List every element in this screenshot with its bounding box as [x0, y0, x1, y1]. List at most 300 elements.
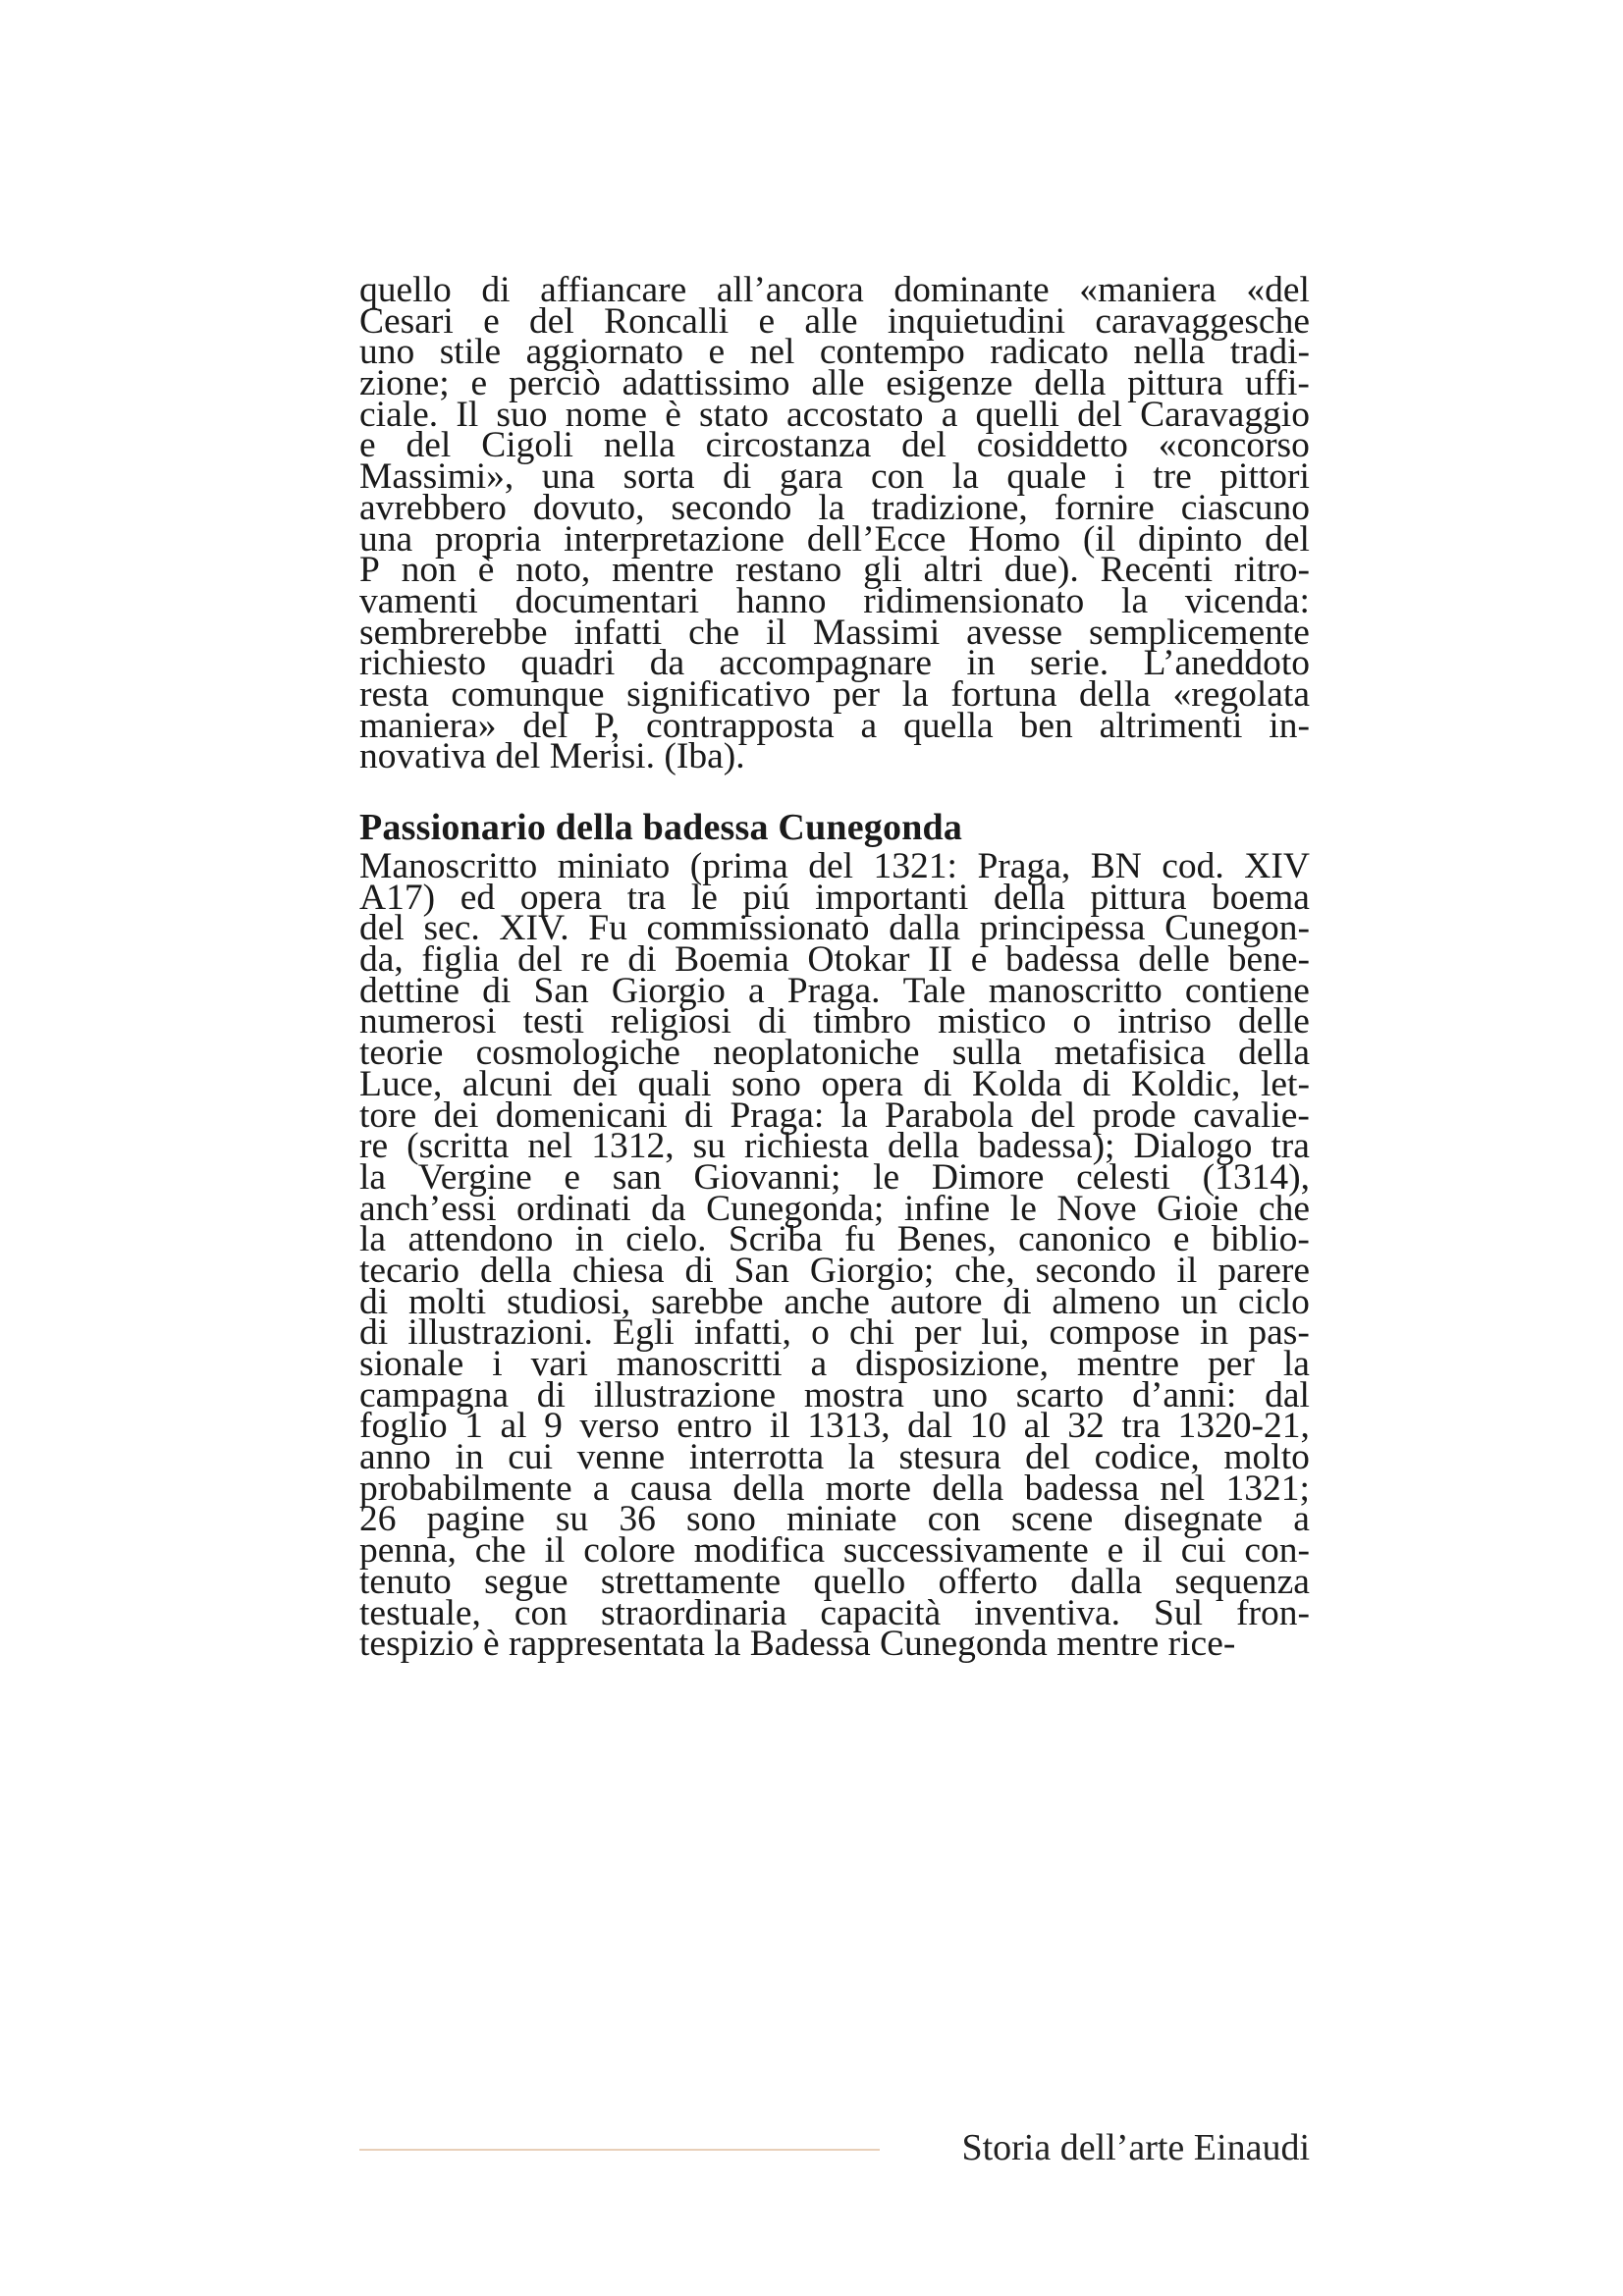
word: e	[708, 332, 726, 373]
word: miniato	[557, 846, 671, 886]
word: hanno	[735, 580, 827, 621]
word: 10	[969, 1406, 1007, 1447]
word: la	[1121, 580, 1149, 621]
word: re	[359, 1126, 389, 1167]
word: sionale	[359, 1344, 464, 1384]
word: la	[818, 487, 845, 528]
word: del	[1077, 394, 1122, 435]
word: avrebbero	[359, 487, 507, 528]
word: (il	[1082, 518, 1116, 560]
word: Dialogo	[1133, 1126, 1253, 1167]
word: accostato	[786, 394, 924, 435]
word: di	[359, 1281, 389, 1322]
word: caravaggesche	[1095, 300, 1310, 342]
word: del	[1025, 1437, 1070, 1478]
word: dettine	[359, 970, 460, 1011]
word: studiosi,	[507, 1281, 631, 1322]
word: Praga.	[786, 970, 881, 1011]
word: maniera»	[359, 705, 497, 746]
word: tecario	[359, 1250, 460, 1291]
word: BN	[1090, 846, 1142, 886]
word: testi	[522, 1001, 585, 1042]
word: cielo.	[625, 1219, 707, 1260]
word: entro	[676, 1406, 753, 1447]
word: della	[993, 877, 1065, 918]
word: e	[970, 939, 988, 981]
word: è	[477, 550, 495, 591]
word: uno	[932, 1374, 988, 1415]
word: della	[479, 1250, 552, 1291]
word: del	[406, 425, 452, 466]
word: stato	[699, 394, 769, 435]
word: Koldic,	[1130, 1063, 1241, 1104]
word: domenicani	[495, 1095, 668, 1136]
word: Caravaggio	[1140, 394, 1310, 435]
word: vari	[530, 1344, 588, 1384]
word: un	[1180, 1281, 1218, 1322]
word: del	[1030, 1095, 1076, 1136]
word: autore	[890, 1281, 983, 1322]
word: anch’essi	[359, 1188, 497, 1229]
word: biblio-	[1211, 1219, 1310, 1260]
word: vamenti	[359, 580, 478, 621]
word: cui	[1180, 1530, 1226, 1572]
word: re	[580, 939, 610, 981]
word: dei	[433, 1095, 479, 1136]
word: due).	[1003, 550, 1079, 591]
word: e	[483, 300, 500, 342]
word: contrapposta	[646, 705, 835, 746]
word: dipinto	[1138, 518, 1243, 560]
word: in	[966, 643, 996, 684]
word: la	[840, 1095, 868, 1136]
word: per	[914, 1312, 961, 1354]
word: modifica	[693, 1530, 826, 1572]
entry-heading: Passionario della badessa Cunegonda	[359, 807, 963, 848]
word: con	[870, 456, 925, 498]
word: Roncalli	[604, 300, 730, 342]
word: Benes,	[896, 1219, 997, 1260]
word: e	[564, 1156, 581, 1198]
word: della	[1079, 673, 1151, 715]
word: a	[860, 705, 878, 746]
word: ed	[460, 877, 496, 918]
word: Manoscritto	[359, 846, 538, 886]
word: con-	[1244, 1530, 1310, 1572]
word: o	[1072, 1001, 1092, 1042]
word: in	[1199, 1312, 1229, 1354]
word: a	[592, 1468, 610, 1509]
text-line	[359, 550, 1310, 591]
word: fron-	[1235, 1592, 1310, 1633]
word: miniate	[786, 1499, 897, 1540]
word: XIV.	[499, 908, 569, 949]
word: campagna	[359, 1374, 509, 1415]
word: e	[758, 300, 776, 342]
word: 1321:	[873, 846, 957, 886]
word: in	[574, 1219, 604, 1260]
word: quello	[359, 270, 452, 310]
word: del	[1265, 518, 1310, 560]
page-footer	[359, 2124, 1310, 2173]
word: da,	[359, 939, 404, 981]
word: stile	[439, 332, 502, 373]
word: bene-	[1227, 939, 1310, 981]
word: e	[359, 425, 376, 466]
word: mentre	[612, 550, 715, 591]
word: resta	[359, 673, 429, 715]
word: 1313,	[807, 1406, 891, 1447]
word: infine	[903, 1188, 991, 1229]
word: accompagnare	[719, 643, 933, 684]
word: P,	[594, 705, 621, 746]
word: let-	[1260, 1063, 1310, 1104]
word: per	[833, 673, 881, 715]
word: tenuto	[359, 1561, 452, 1602]
word: attendono	[407, 1219, 554, 1260]
word: Massimi	[812, 612, 941, 653]
word: Giorgio	[611, 970, 726, 1011]
word: infatti,	[693, 1312, 791, 1354]
word: Gioie	[1157, 1188, 1239, 1229]
word: di	[757, 1001, 787, 1042]
word: a	[747, 970, 765, 1011]
word: II	[928, 939, 953, 981]
word: dovuto,	[532, 487, 645, 528]
word: 1312,	[591, 1126, 675, 1167]
word: della	[1238, 1033, 1310, 1074]
word: tore	[359, 1095, 417, 1136]
word: di	[536, 1374, 566, 1415]
word: ben	[1019, 705, 1073, 746]
word: cavalie-	[1193, 1095, 1310, 1136]
word: dal	[907, 1406, 952, 1447]
word: badessa);	[977, 1126, 1115, 1167]
word: Praga,	[977, 846, 1071, 886]
word: successivamente	[842, 1530, 1089, 1572]
word: semplicemente	[1089, 612, 1310, 653]
word: disegnate	[1123, 1499, 1264, 1540]
word: stesura	[898, 1437, 1001, 1478]
word: alcuni	[461, 1063, 553, 1104]
word: 36	[619, 1499, 656, 1540]
word: L’aneddoto	[1143, 643, 1310, 684]
word: nel	[749, 332, 795, 373]
word: quelli	[975, 394, 1059, 435]
word: ordinati	[516, 1188, 631, 1229]
word: teorie	[359, 1033, 444, 1074]
word: anche	[784, 1281, 870, 1322]
word: parere	[1217, 1250, 1310, 1291]
word: cui	[508, 1437, 554, 1478]
word: Cunegonda;	[706, 1188, 885, 1229]
word: da	[649, 643, 685, 684]
word: tra	[1121, 1406, 1161, 1447]
word: contiene	[1184, 970, 1310, 1011]
word: interpretazione	[564, 518, 785, 560]
word: fornire	[1054, 487, 1155, 528]
word: ritro-	[1233, 550, 1310, 591]
word: la	[1282, 1344, 1310, 1384]
word: avesse	[966, 612, 1063, 653]
word: suo	[496, 394, 548, 435]
word: opera	[821, 1063, 903, 1104]
word: perciò	[509, 363, 601, 404]
word: principessa	[979, 908, 1146, 949]
word: il	[769, 1406, 790, 1447]
word: del	[517, 939, 563, 981]
word: ciclo	[1238, 1281, 1310, 1322]
word: di	[923, 1063, 952, 1104]
word: di	[1002, 1281, 1032, 1322]
word: strettamente	[600, 1561, 782, 1602]
word: della	[732, 1468, 805, 1509]
word: scarto	[1015, 1374, 1105, 1415]
paragraph-previous-entry	[359, 270, 1310, 777]
word: timbro	[813, 1001, 912, 1042]
word: nome	[565, 394, 648, 435]
word: serie.	[1030, 643, 1109, 684]
word: quali	[637, 1063, 712, 1104]
word: uno	[359, 332, 415, 373]
word: del	[359, 908, 405, 949]
word: 9	[544, 1406, 563, 1447]
word: disposizione,	[855, 1344, 1049, 1384]
word: delle	[1138, 939, 1211, 981]
word: alle	[804, 300, 858, 342]
word: quello	[813, 1561, 906, 1602]
word: numerosi	[359, 1001, 497, 1042]
word: Luce,	[359, 1063, 443, 1104]
word: nel	[1160, 1468, 1206, 1509]
word: compose	[1049, 1312, 1180, 1354]
word: Cigoli	[481, 425, 573, 466]
word: prode	[1092, 1095, 1176, 1136]
word: sec.	[423, 908, 480, 949]
word: importanti	[815, 877, 969, 918]
word: e	[1107, 1530, 1124, 1572]
word: adattissimo	[622, 363, 790, 404]
word: di	[482, 970, 512, 1011]
word: di	[481, 270, 511, 310]
word: ciale.	[359, 394, 439, 435]
word: i	[1114, 456, 1125, 498]
word: zione;	[359, 363, 450, 404]
word: molto	[1223, 1437, 1310, 1478]
word: della	[888, 1126, 959, 1167]
word: XIV	[1244, 846, 1310, 886]
word: la	[847, 1437, 875, 1478]
word: 1	[464, 1406, 483, 1447]
word: nel	[527, 1126, 573, 1167]
word: la	[359, 1219, 387, 1260]
word: pittori	[1219, 456, 1310, 498]
word: fortuna	[950, 673, 1057, 715]
word: delle	[1238, 1001, 1310, 1042]
word: cod.	[1162, 846, 1224, 886]
word: scene	[1010, 1499, 1094, 1540]
footer-rule	[359, 2149, 880, 2151]
word: del	[808, 846, 854, 886]
word: «del	[1246, 270, 1310, 310]
word: testuale,	[359, 1592, 481, 1633]
word: su	[555, 1499, 589, 1540]
word: manoscritto	[988, 970, 1163, 1011]
word: «maniera	[1079, 270, 1217, 310]
word: pittura	[1090, 877, 1187, 918]
word: sorta	[622, 456, 695, 498]
word: dominante	[893, 270, 1050, 310]
word: richiesta	[743, 1126, 869, 1167]
word: che	[688, 612, 740, 653]
text-line: novativa del Merisi. (Iba).	[359, 736, 745, 777]
word: inquietudini	[887, 300, 1066, 342]
word: piú	[742, 877, 790, 918]
word: richiesto	[359, 643, 487, 684]
word: a	[941, 394, 958, 435]
word: restano	[735, 550, 842, 591]
word: (1314),	[1202, 1156, 1310, 1198]
word: il	[766, 612, 786, 653]
word: con	[514, 1592, 568, 1633]
word: Vergine	[417, 1156, 532, 1198]
word: che,	[954, 1250, 1015, 1291]
word: inventiva.	[974, 1592, 1121, 1633]
word: canonico	[1018, 1219, 1152, 1260]
word: nella	[1133, 332, 1206, 373]
word: nella	[603, 425, 676, 466]
word: 1320-21,	[1177, 1406, 1310, 1447]
word: i	[492, 1344, 503, 1384]
word: di	[1082, 1063, 1111, 1104]
word: badessa	[1024, 1468, 1140, 1509]
word: Recenti	[1100, 550, 1214, 591]
word: Otokar	[807, 939, 910, 981]
word: dalla	[889, 908, 961, 949]
word: sulla	[951, 1033, 1022, 1074]
word: sembrerebbe	[359, 612, 548, 653]
word: P	[359, 550, 380, 591]
publication-title: Storia dell’arte Einaudi	[961, 2127, 1310, 2168]
word: al	[500, 1406, 527, 1447]
word: mostra	[803, 1374, 904, 1415]
word: 1321;	[1225, 1468, 1310, 1509]
word: capacità	[820, 1592, 942, 1633]
word: (scritta	[406, 1126, 510, 1167]
word: della	[1034, 363, 1107, 404]
word: celesti	[1076, 1156, 1170, 1198]
main-text-block	[359, 270, 1310, 1665]
word: secondo	[671, 487, 792, 528]
word: la	[901, 673, 929, 715]
text-line: tespizio è rappresentata la Badessa Cunegonda mentre rice-	[359, 1624, 1236, 1665]
word: lui,	[981, 1312, 1030, 1354]
word: per	[1208, 1344, 1255, 1384]
word: del	[522, 705, 568, 746]
word: le	[873, 1156, 900, 1198]
word: Giovanni;	[693, 1156, 841, 1198]
word: A17)	[359, 877, 436, 918]
word: anno	[359, 1437, 431, 1478]
word: badessa	[1004, 939, 1120, 981]
word: pagine	[426, 1499, 525, 1540]
word: propria	[435, 518, 542, 560]
word: documentari	[514, 580, 700, 621]
word: Fu	[588, 908, 627, 949]
word: Nove	[1056, 1188, 1137, 1229]
word: san	[612, 1156, 662, 1198]
word: quella	[903, 705, 994, 746]
word: «concorso	[1158, 425, 1310, 466]
word: metafisica	[1054, 1033, 1206, 1074]
word: 32	[1067, 1406, 1105, 1447]
word: di	[683, 1095, 714, 1136]
word: all’ancora	[716, 270, 864, 310]
word: mistico	[938, 1001, 1047, 1042]
word: (prima	[689, 846, 788, 886]
word: straordinaria	[600, 1592, 787, 1633]
word: illustrazioni.	[407, 1312, 593, 1354]
word: 26	[359, 1499, 397, 1540]
word: tre	[1153, 456, 1192, 498]
word: di	[684, 1250, 714, 1291]
word: di	[723, 456, 752, 498]
word: di	[627, 939, 657, 981]
word: affiancare	[540, 270, 687, 310]
word: gli	[863, 550, 902, 591]
word: dell’Ecce	[806, 518, 947, 560]
word: o	[811, 1312, 830, 1354]
word: dalla	[1070, 1561, 1143, 1602]
word: Scriba	[728, 1219, 823, 1260]
word: cosiddetto	[976, 425, 1128, 466]
word: penna,	[359, 1530, 457, 1572]
word: sequenza	[1174, 1561, 1310, 1602]
word: sono	[731, 1063, 801, 1104]
word: a	[1293, 1499, 1310, 1540]
word: Tale	[902, 970, 966, 1011]
word: almeno	[1052, 1281, 1161, 1322]
word: dei	[572, 1063, 618, 1104]
word: ridimensionato	[863, 580, 1085, 621]
word: San	[533, 970, 589, 1011]
word: sono	[686, 1499, 756, 1540]
word: religiosi	[611, 1001, 731, 1042]
word: tra	[1271, 1126, 1310, 1167]
word: offerto	[938, 1561, 1038, 1602]
word: da	[651, 1188, 686, 1229]
word: cosmologiche	[475, 1033, 680, 1074]
word: comunque	[451, 673, 605, 715]
word: uffi-	[1244, 363, 1310, 404]
word: pittura	[1127, 363, 1224, 404]
word: chi	[849, 1312, 894, 1354]
word: le	[1009, 1188, 1037, 1229]
word: d’anni:	[1132, 1374, 1237, 1415]
word: alle	[811, 363, 865, 404]
word: Sul	[1154, 1592, 1204, 1633]
word: noto,	[515, 550, 591, 591]
word: altri	[923, 550, 983, 591]
word: una	[359, 518, 413, 560]
word: boema	[1211, 877, 1310, 918]
word: Cunegon-	[1164, 908, 1310, 949]
word: di	[359, 1312, 389, 1354]
word: dal	[1265, 1374, 1310, 1415]
word: venne	[576, 1437, 666, 1478]
word: al	[1023, 1406, 1051, 1447]
word: colore	[583, 1530, 676, 1572]
